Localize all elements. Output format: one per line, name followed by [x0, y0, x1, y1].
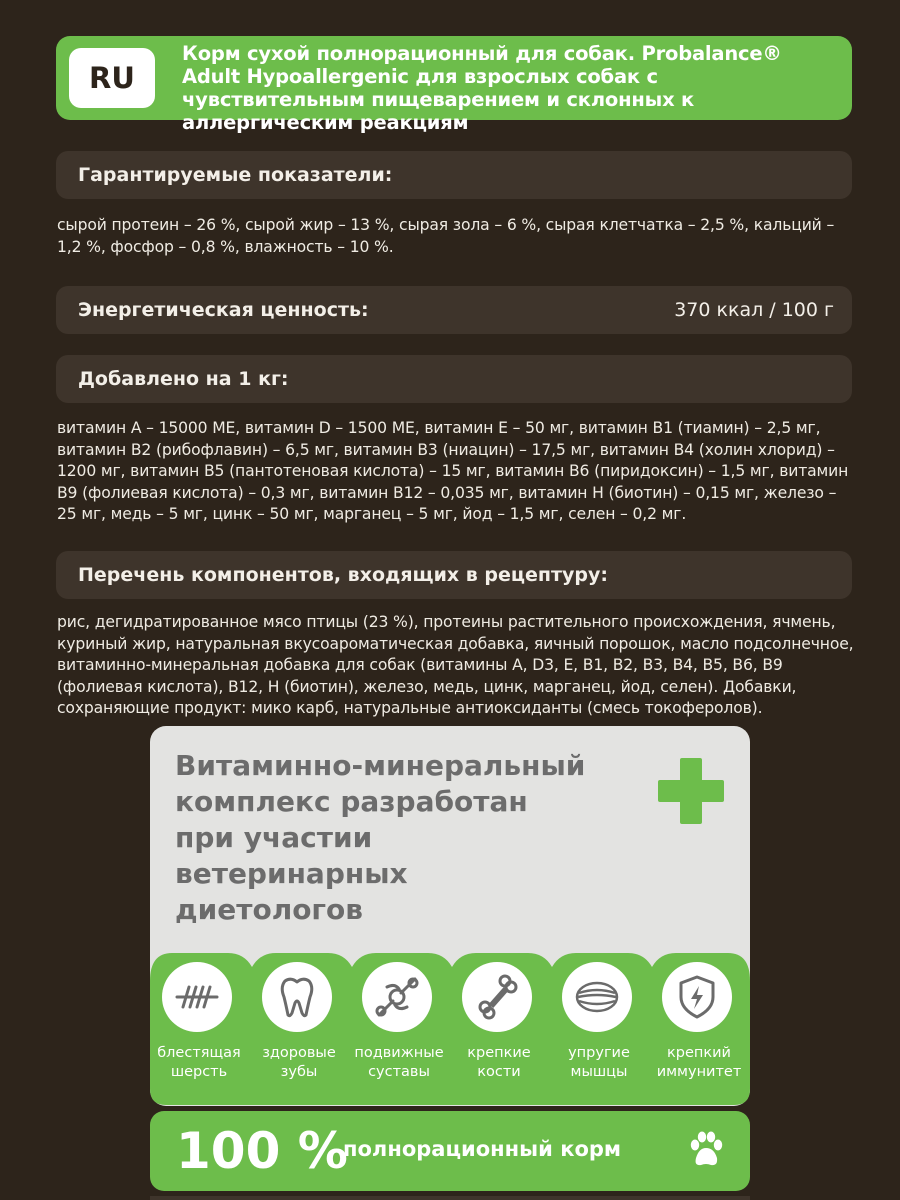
benefit-circle [262, 962, 332, 1032]
benefit-circle [362, 962, 432, 1032]
fur-icon [173, 973, 221, 1021]
ingredients-heading-bar [56, 551, 852, 599]
benefit-label: здоровые зубы [262, 1045, 336, 1080]
benefit-circle [562, 962, 632, 1032]
bottom-strip [150, 1196, 750, 1200]
benefit-teeth [250, 945, 350, 1105]
shield-icon [673, 973, 721, 1021]
benefit-label: подвижные суставы [354, 1045, 444, 1080]
added-heading: Добавлено на 1 кг: [78, 368, 289, 390]
plus-icon [658, 758, 724, 824]
complete-food-label: полнорационный корм [343, 1137, 622, 1161]
joint-icon [373, 973, 421, 1021]
paw-icon [685, 1129, 727, 1171]
benefit-label: блестящая шерсть [157, 1045, 241, 1080]
ingredients-text: рис, дегидратированное мясо птицы (23 %), протеины растительного происхождения, ячмень, куриный жир, натуральная вкусоароматическая добавка, яичный порошок, масло подсолнечное, витаминно-минеральная добавка для собак (витамины А, D3, Е, В1, В2, В3, В4, В5, В6, В9 (фолиевая кислота), В12, Н (биотин), железо, медь, цинк, марганец, йод, селен). Добавки, сохраняющие продукт: мико карб, натуральные антиоксиданты (смесь токоферолов). [57, 613, 854, 717]
benefit-muscles [550, 945, 650, 1105]
benefit-joints [350, 945, 450, 1105]
benefits-row [150, 945, 750, 1105]
benefit-immunity [650, 945, 750, 1105]
guaranteed-heading: Гарантируемые показатели: [78, 164, 393, 186]
energy-heading-bar [56, 286, 852, 334]
benefit-circle [462, 962, 532, 1032]
ingredients-heading: Перечень компонентов, входящих в рецептуру: [78, 564, 608, 586]
added-text: витамин А – 15000 МЕ, витамин D – 1500 МЕ, витамин Е – 50 мг, витамин В1 (тиамин) – 2,5 мг, витамин В2 (рибофлавин) – 6,5 мг, витамин В3 (ниацин) – 17,5 мг, витамин В4 (холин хлорид) – 1200 мг, витамин В5 (пантотеновая кислота) – 15 мг, витамин В6 (пиридоксин) – 1,5 мг, витамин В9 (фолиевая кислота) – 0,3 мг, витамин В12 – 0,035 мг, витамин Н (биотин) – 0,15 мг, железо – 25 мг, медь – 5 мг, цинк – 50 мг, марганец – 5 мг, йод – 1,5 мг, селен – 0,2 мг. [57, 419, 849, 523]
guaranteed-text: сырой протеин – 26 %, сырой жир – 13 %, сырая зола – 6 %, сырая клетчатка – 2,5 %, кальций – 1,2 %, фосфор – 0,8 %, влажность – 10 %. [57, 216, 835, 256]
benefit-label: крепкий иммунитет [656, 1045, 742, 1080]
header-banner [56, 36, 852, 134]
language-badge: RU [69, 48, 155, 108]
benefit-circle [162, 962, 232, 1032]
benefit-label: упругие мышцы [568, 1045, 630, 1080]
energy-value: 370 ккал / 100 г [674, 299, 834, 321]
card-title: Витаминно-минеральный комплекс разработан при участии ветеринарных диетологов [175, 749, 586, 926]
muscle-icon [573, 973, 621, 1021]
benefit-fur [150, 945, 250, 1105]
added-heading-bar [56, 355, 852, 403]
benefit-bones [450, 945, 550, 1105]
benefit-label: крепкие кости [467, 1045, 531, 1080]
bone-icon [473, 973, 521, 1021]
product-title: Корм сухой полнорационный для собак. Probalance® Adult Hypoallergenic для взрослых собак с чувствительным пищеварением и склонных к аллергическим реакциям [182, 42, 782, 134]
energy-heading: Энергетическая ценность: [78, 299, 369, 321]
tooth-icon [273, 973, 321, 1021]
guaranteed-heading-bar [56, 151, 852, 199]
complete-food-banner [150, 1111, 750, 1191]
benefit-circle [662, 962, 732, 1032]
percent-value: 100 % [176, 1122, 348, 1180]
